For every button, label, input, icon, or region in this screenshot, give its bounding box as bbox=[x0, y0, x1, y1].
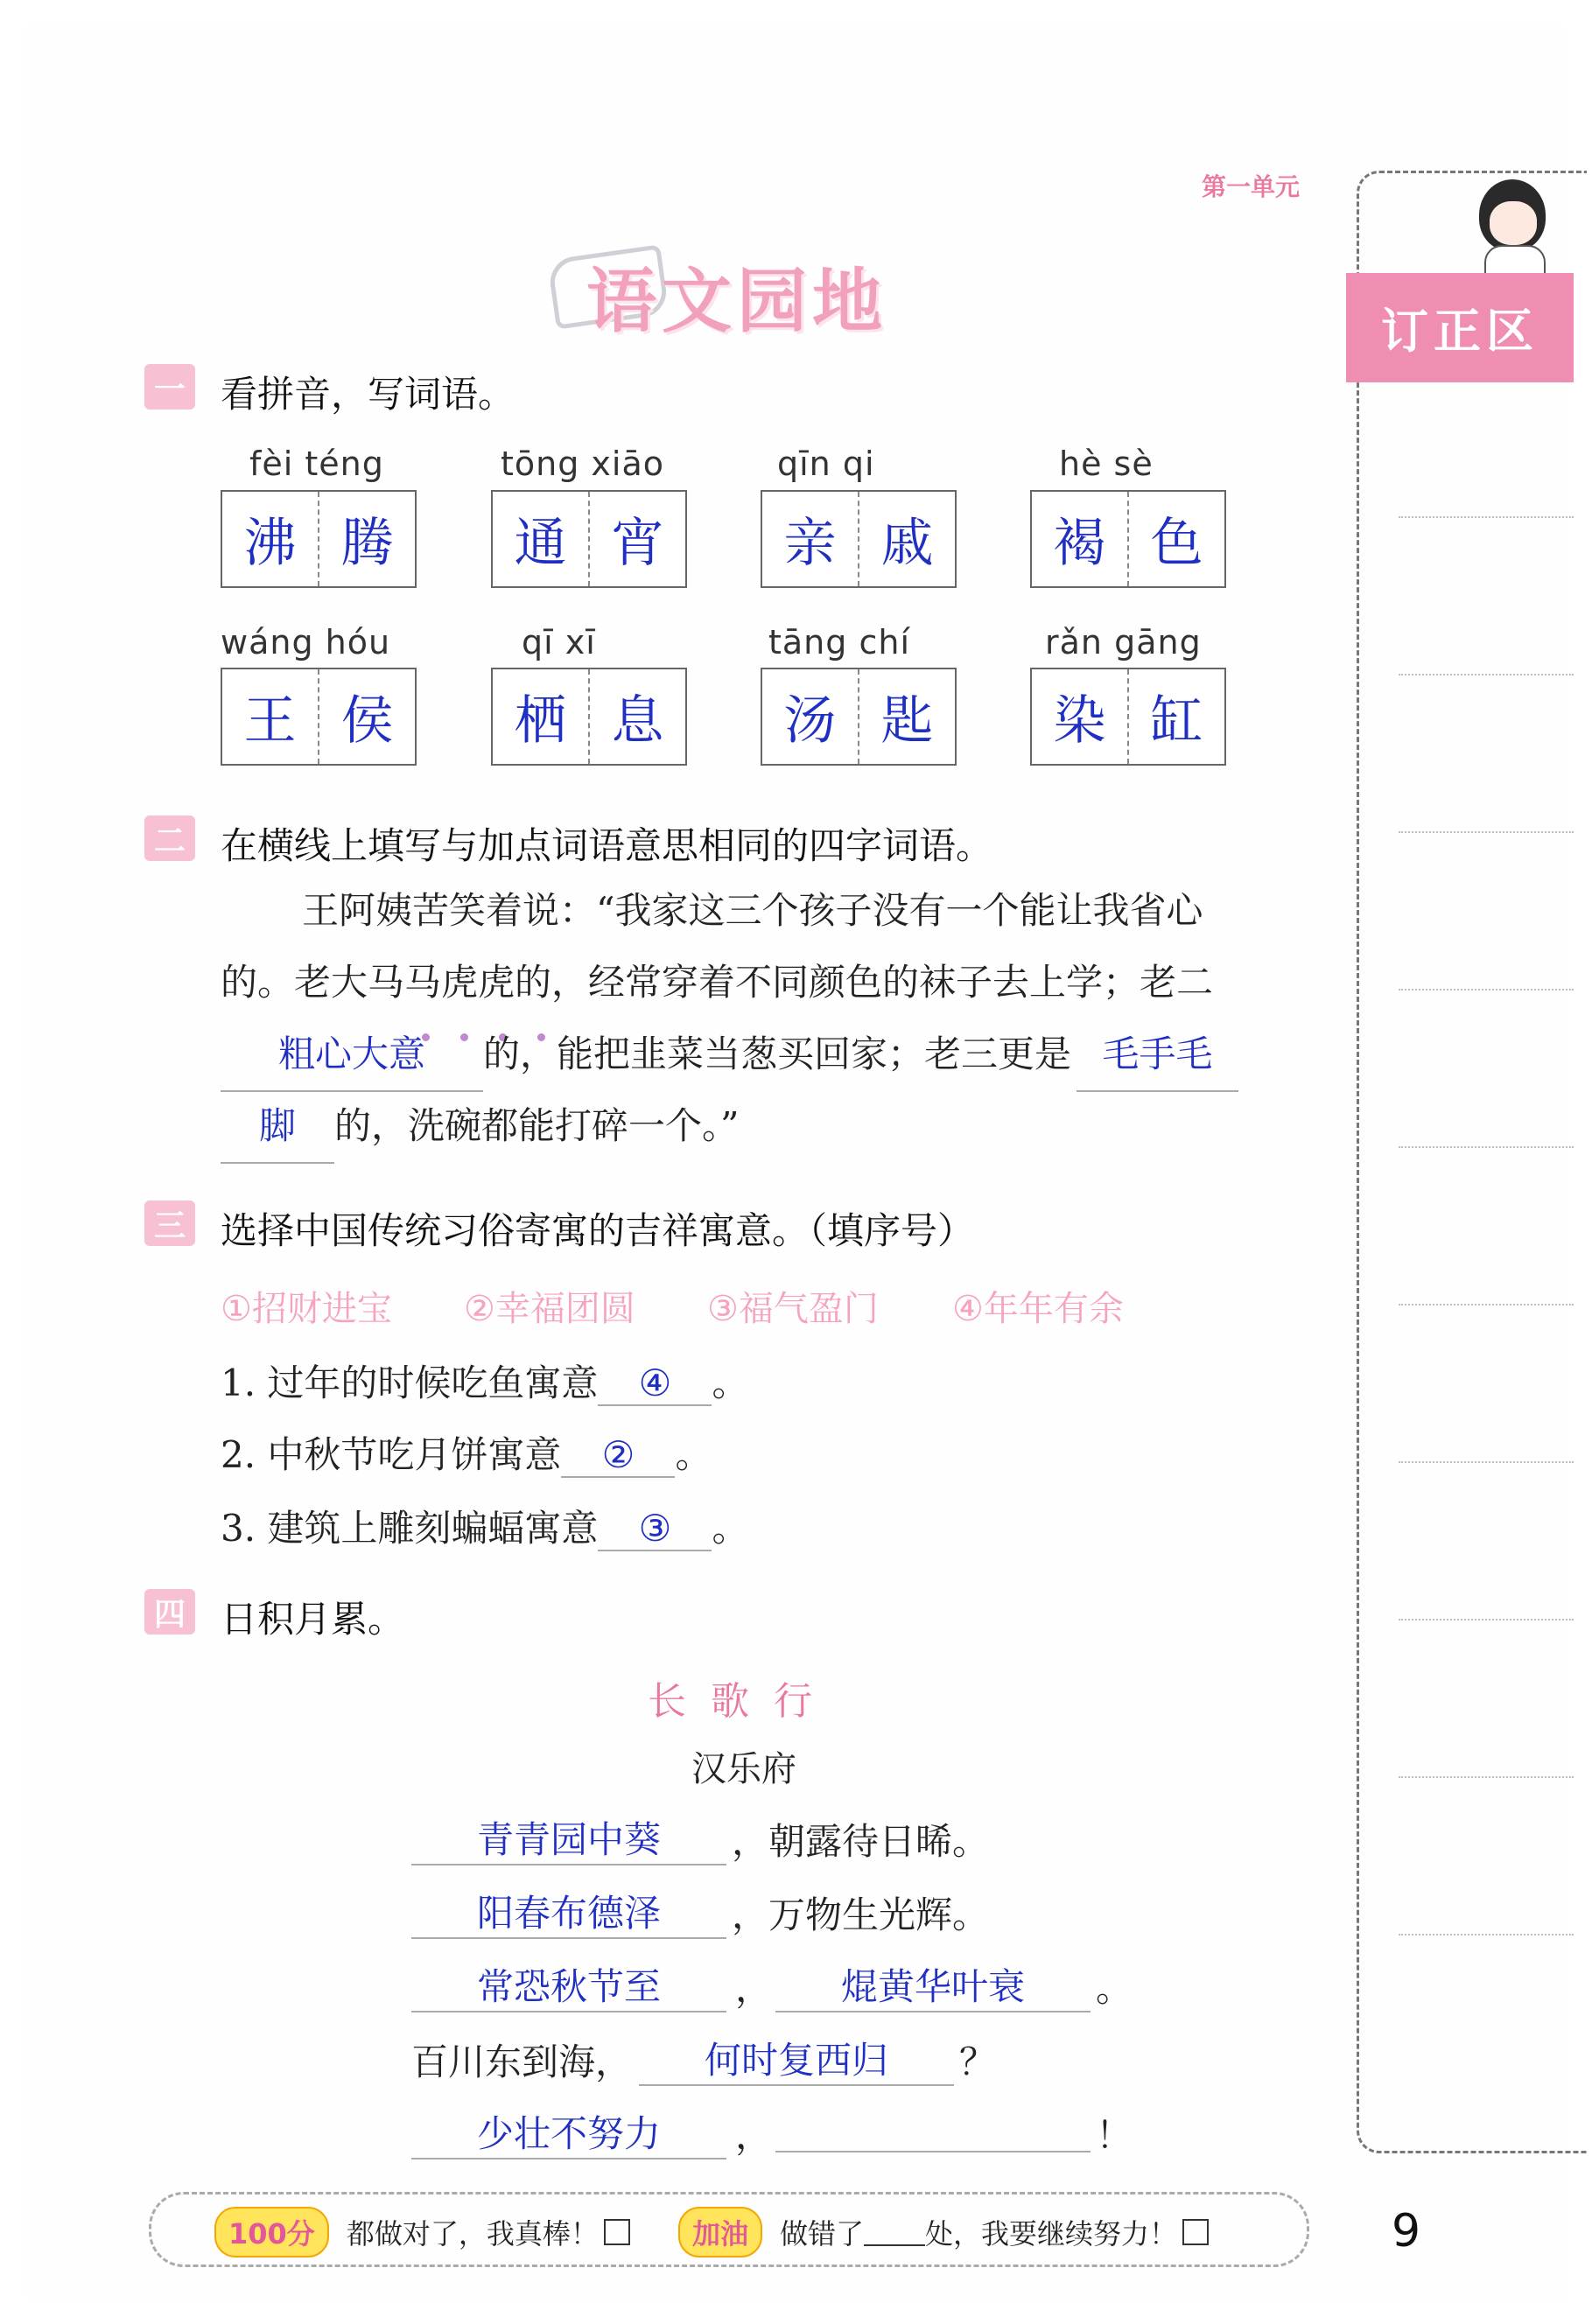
workbook-page bbox=[26, 26, 1567, 2301]
question-2 bbox=[221, 1426, 712, 1479]
correction-line[interactable] bbox=[1399, 516, 1574, 518]
correction-line[interactable] bbox=[1399, 831, 1574, 833]
section-badge-2: 二 bbox=[144, 816, 195, 861]
answer-char: 匙 bbox=[880, 690, 934, 752]
answer-box[interactable] bbox=[761, 668, 957, 766]
poem-text: ，万物生光辉。 bbox=[732, 1894, 990, 1936]
poem-blank[interactable]: 焜黄华叶衰 bbox=[775, 1958, 1091, 2012]
answer-char: 缸 bbox=[1150, 690, 1203, 752]
correction-tab: 订正区 bbox=[1346, 273, 1574, 382]
pinyin: rǎn gāng bbox=[1045, 623, 1202, 662]
correction-line[interactable] bbox=[1399, 674, 1574, 676]
pinyin: tāng chí bbox=[768, 623, 911, 662]
option-1: ①招财进宝 bbox=[221, 1289, 392, 1329]
girl-face bbox=[1490, 201, 1537, 245]
passage-line-4 bbox=[221, 1090, 1323, 1164]
poem-blank[interactable]: 何时复西归 bbox=[639, 2032, 954, 2086]
poem-text: ？ bbox=[959, 2040, 997, 2083]
correction-area-border bbox=[1357, 171, 1587, 2153]
section-title-3: 选择中国传统习俗寄寓的吉祥寓意。（填序号） bbox=[221, 1209, 975, 1252]
poem-blank[interactable]: 少壮不努力 bbox=[411, 2105, 726, 2160]
answer-blank[interactable]: ② bbox=[561, 1433, 675, 1478]
answer-blank[interactable]: ④ bbox=[598, 1362, 712, 1406]
fill-blank-1[interactable]: 粗心大意 bbox=[221, 1018, 483, 1092]
pinyin: wáng hóu bbox=[221, 623, 391, 662]
section-title-2: 在横线上填写与加点词语意思相同的四字词语。 bbox=[221, 824, 993, 867]
question-text: 1. 过年的时候吃鱼寓意 bbox=[221, 1362, 599, 1404]
correction-line[interactable] bbox=[1399, 1619, 1574, 1620]
correction-line[interactable] bbox=[1399, 1146, 1574, 1148]
answer-box[interactable] bbox=[221, 668, 417, 766]
section-title-1: 看拼音，写词语。 bbox=[221, 373, 515, 416]
answer-char: 亲 bbox=[762, 492, 859, 586]
passage-text: 的，洗碗都能打碎一个。” bbox=[334, 1104, 740, 1147]
question-end: 。 bbox=[712, 1507, 749, 1550]
answer-char: 褐 bbox=[1032, 492, 1129, 586]
answer-box[interactable] bbox=[491, 668, 687, 766]
answer-char: 侯 bbox=[340, 690, 394, 752]
answer-char: 王 bbox=[222, 669, 319, 764]
footer-text: 做错了 bbox=[780, 2217, 865, 2250]
section-badge-4: 四 bbox=[144, 1589, 195, 1634]
answer-char: 息 bbox=[611, 690, 664, 752]
option-2: ②幸福团圆 bbox=[464, 1289, 635, 1329]
poem-blank[interactable] bbox=[775, 2105, 1091, 2152]
section-badge-3: 三 bbox=[144, 1200, 195, 1246]
question-1 bbox=[221, 1354, 748, 1407]
mistake-count-blank[interactable] bbox=[864, 2218, 925, 2246]
pinyin: qīn qi bbox=[777, 444, 875, 483]
page-title: 语文园地 bbox=[586, 260, 887, 342]
answer-char: 通 bbox=[493, 492, 590, 586]
correction-line[interactable] bbox=[1399, 989, 1574, 990]
fill-blank-2b[interactable]: 脚 bbox=[221, 1090, 334, 1164]
poem-text: 。 bbox=[1096, 1967, 1133, 2010]
checkbox-mistakes[interactable] bbox=[1182, 2219, 1209, 2245]
answer-char: 宵 bbox=[611, 513, 664, 574]
answer-char: 戚 bbox=[880, 513, 934, 574]
pinyin: tōng xiāo bbox=[501, 444, 665, 483]
answer-box[interactable] bbox=[1030, 490, 1226, 588]
poem-blank[interactable]: 阳春布德泽 bbox=[411, 1885, 726, 1939]
answer-box[interactable] bbox=[221, 490, 417, 588]
passage-line-2: 的。老大马马虎虎的，经常穿着不同颜色的袜子去上学；老二 bbox=[221, 961, 1214, 1004]
correction-line[interactable] bbox=[1399, 1461, 1574, 1463]
answer-box[interactable] bbox=[1030, 668, 1226, 766]
answer-char: 栖 bbox=[493, 669, 590, 764]
option-3: ③福气盈门 bbox=[707, 1289, 879, 1329]
answer-char: 色 bbox=[1150, 513, 1203, 574]
poem-blank[interactable]: 青青园中葵 bbox=[411, 1811, 726, 1866]
poem-text: ， bbox=[735, 2114, 773, 2157]
section-title-4: 日积月累。 bbox=[221, 1598, 405, 1641]
poem-blank[interactable]: 常恐秋节至 bbox=[411, 1958, 726, 2012]
answer-char: 腾 bbox=[340, 513, 394, 574]
passage-line-1: 王阿姨苦笑着说：“我家这三个孩子没有一个能让我省心 bbox=[302, 889, 1203, 932]
poem-author: 汉乐府 bbox=[691, 1749, 796, 1789]
answer-blank[interactable]: ③ bbox=[598, 1507, 712, 1551]
answer-char: 沸 bbox=[222, 492, 319, 586]
pinyin: fèi téng bbox=[249, 444, 384, 483]
correction-line[interactable] bbox=[1399, 1934, 1574, 1936]
option-4: ④年年有余 bbox=[952, 1289, 1124, 1329]
section-badge-1: 一 bbox=[144, 364, 195, 410]
pinyin: hè sè bbox=[1059, 444, 1154, 483]
fill-blank-2a[interactable]: 毛手毛 bbox=[1077, 1018, 1238, 1092]
passage-text: 的，能把韭菜当葱买回家；老三更是 bbox=[483, 1032, 1072, 1075]
question-text: 3. 建筑上雕刻蝙蝠寓意 bbox=[221, 1507, 599, 1550]
question-text: 2. 中秋节吃月饼寓意 bbox=[221, 1433, 562, 1476]
poem-text: ！ bbox=[1096, 2114, 1133, 2157]
poem-text: 百川东到海， bbox=[411, 2040, 633, 2083]
self-check-mistakes bbox=[678, 2207, 1209, 2258]
passage-line-3 bbox=[221, 1018, 1323, 1092]
self-check-perfect bbox=[214, 2207, 630, 2258]
checkbox-perfect[interactable] bbox=[604, 2219, 630, 2245]
page-number: 9 bbox=[1392, 2205, 1421, 2258]
correction-line[interactable] bbox=[1399, 1776, 1574, 1778]
hundred-points-badge: 100分 bbox=[214, 2207, 329, 2258]
answer-box[interactable] bbox=[491, 490, 687, 588]
unit-label: 第一单元 bbox=[1201, 172, 1300, 201]
question-end: 。 bbox=[675, 1433, 712, 1476]
answer-char: 汤 bbox=[762, 669, 859, 764]
question-end: 。 bbox=[712, 1362, 749, 1404]
answer-box[interactable] bbox=[761, 490, 957, 588]
keep-going-badge: 加油 bbox=[678, 2207, 762, 2258]
poem-title: 长 歌 行 bbox=[648, 1679, 812, 1724]
poem-text: ， bbox=[735, 1967, 773, 2010]
pinyin: qī xī bbox=[522, 623, 596, 662]
question-3 bbox=[221, 1500, 748, 1552]
footer-text: 处，我要继续努力！ bbox=[925, 2217, 1178, 2250]
poem-text: ，朝露待日晞。 bbox=[732, 1820, 990, 1863]
footer-text: 都做对了，我真棒！ bbox=[346, 2217, 599, 2250]
correction-line[interactable] bbox=[1399, 1304, 1574, 1306]
answer-char: 染 bbox=[1032, 669, 1129, 764]
